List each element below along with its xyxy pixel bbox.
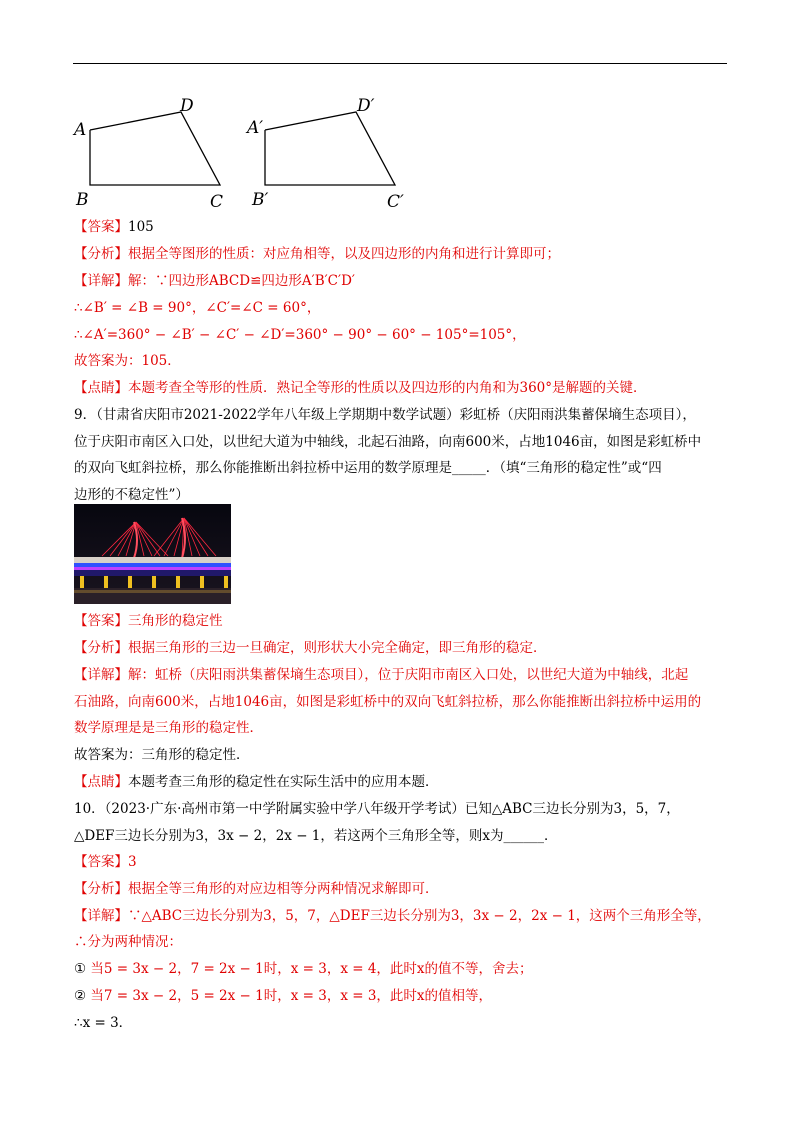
- q10-question-line-1: 10．（2023·广东·高州市第一中学附属实验中学八年级开学考试）已知△ABC三边长分别为3，5，7，: [74, 801, 680, 817]
- q10-conclusion: ∴x = 3．: [74, 1015, 133, 1031]
- q8-answer-line: 【答案】105: [74, 219, 154, 235]
- q9-analysis-line: 【分析】根据三角形的三边一旦确定，则形状大小完全确定，即三角形的稳定．: [74, 640, 547, 656]
- vertex-d: D: [180, 96, 194, 116]
- vertex-b: B: [76, 190, 89, 210]
- q9-final-answer: 故答案为：三角形的稳定性．: [74, 747, 250, 763]
- q10-case-1: ① 当5 = 3x − 2，7 = 2x − 1时，x = 3，x = 4，此时x的值不等，舍去；: [74, 961, 533, 977]
- rainbow-bridge-photo: [74, 504, 231, 604]
- vertex-a: A: [74, 120, 87, 140]
- q9-detail-line-2: 石油路，向南600米，占地1046亩，如图是彩虹桥中的双向飞虹斜拉桥，那么你能推断出斜拉桥中运用的: [74, 694, 702, 710]
- q9-question-line-2: 位于庆阳市南区入口处，以世纪大道为中轴线，北起石油路，向南600米，占地1046亩，如图是彩虹桥中: [74, 434, 702, 450]
- quadrilateral-abcd: [72, 96, 223, 212]
- q8-final-answer: 故答案为：105．: [74, 353, 181, 369]
- q9-detail-line-3: 数学原理是是三角形的稳定性．: [74, 720, 263, 736]
- vertex-c-prime: C′: [387, 192, 404, 212]
- q10-detail-line-2: ∴分为两种情况：: [74, 934, 182, 950]
- q9-detail-line-1: 【详解】解：虹桥（庆阳雨洪集蓄保墒生态项目），位于庆阳市南区入口处，以世纪大道为中轴线，北起: [74, 667, 689, 683]
- q8-detail-line-2: ∴∠B′ = ∠B = 90°，∠C′=∠C = 60°，: [74, 300, 321, 316]
- q9-answer-line: 【答案】三角形的稳定性: [74, 613, 223, 629]
- quadrilateral-figure: [70, 95, 430, 215]
- q10-question-line-2: △DEF三边长分别为3，3x − 2，2x − 1，若这两个三角形全等，则x为______．: [74, 828, 558, 844]
- q9-question-line-3: 的双向飞虹斜拉桥，那么你能推断出斜拉桥中运用的数学原理是_____．（填“三角形的稳定性”或“四: [74, 460, 662, 476]
- q10-analysis-line: 【分析】根据全等三角形的对应边相等分两种情况求解即可．: [74, 881, 439, 897]
- q8-comment-line: 【点睛】本题考查全等形的性质．熟记全等形的性质以及四边形的内角和为360°是解题的关键．: [74, 380, 647, 396]
- header-rule: [73, 63, 727, 64]
- vertex-b-prime: B′: [252, 190, 269, 210]
- vertex-c: C: [210, 192, 224, 212]
- q10-detail-line-1: 【详解】∵△ABC三边长分别为3，5，7，△DEF三边长分别为3，3x − 2，2x − 1，这两个三角形全等，: [74, 908, 711, 924]
- q8-detail-line-1: 【详解】解：∵四边形ABCD≌四边形A′B′C′D′: [74, 273, 355, 289]
- q9-question-line-4: 边形的不稳定性”）: [74, 487, 189, 503]
- quadrilateral-a1b1c1d1: [245, 96, 404, 212]
- q8-analysis-line: 【分析】根据全等图形的性质：对应角相等，以及四边形的内角和进行计算即可；: [74, 246, 560, 262]
- q10-answer-line: 【答案】3: [74, 854, 137, 870]
- q9-comment-line: 【点睛】本题考查三角形的稳定性在实际生活中的应用本题．: [74, 774, 439, 790]
- q8-detail-line-3: ∴∠A′=360° − ∠B′ − ∠C′ − ∠D′=360° − 90° − 60° − 105°=105°，: [74, 327, 526, 343]
- vertex-a-prime: A′: [247, 118, 264, 138]
- vertex-d-prime: D′: [357, 96, 375, 116]
- q10-case-2: ② 当7 = 3x − 2，5 = 2x − 1时，x = 3，x = 3，此时x的值相等，: [74, 988, 493, 1004]
- q9-question-line-1: 9．（甘肃省庆阳市2021-2022学年八年级上学期期中数学试题）彩虹桥（庆阳雨洪集蓄保墒生态项目），: [74, 407, 696, 423]
